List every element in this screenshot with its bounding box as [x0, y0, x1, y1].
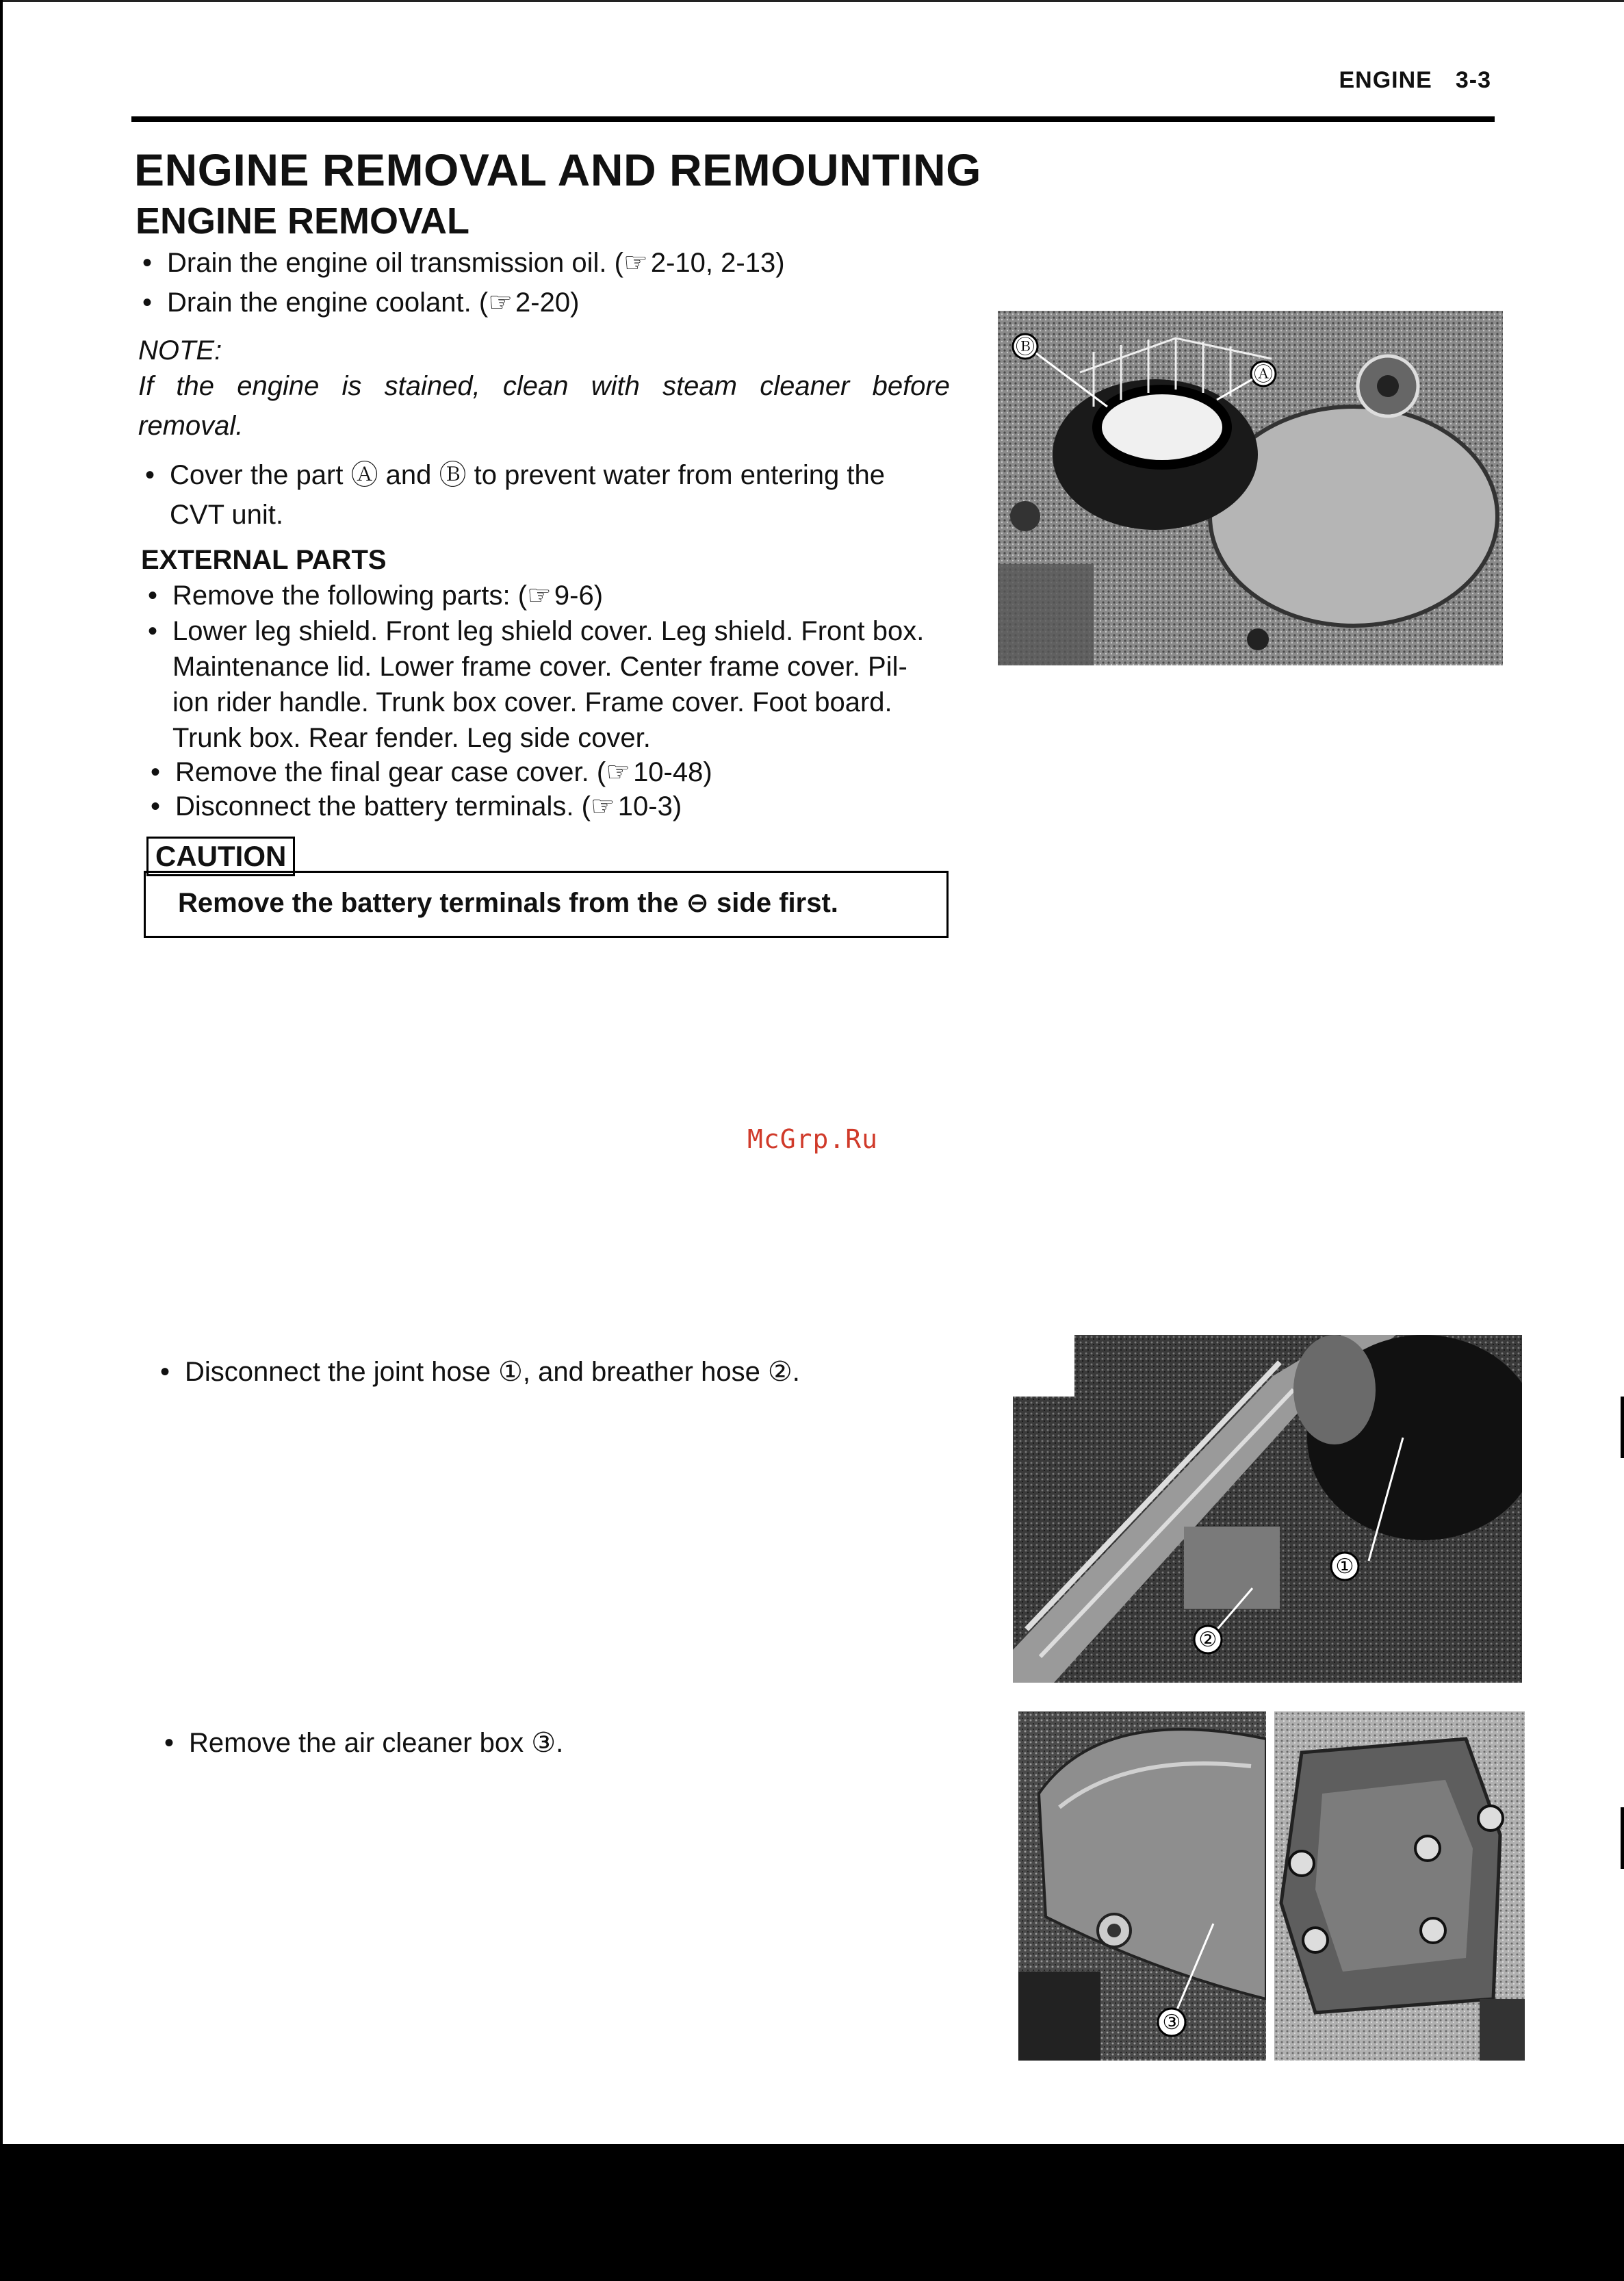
reference-icon: ☞ 10-48) [606, 756, 712, 789]
note-text: If the engine is stained, clean with steam cleaner before [138, 371, 950, 401]
removal-bullet-oil: • Drain the engine oil transmission oil. (☞ 2-10, 2-13) [167, 246, 785, 279]
watermark: McGrp.Ru [747, 1124, 879, 1154]
photo-label-3: ③ [1162, 2011, 1181, 2035]
reference-icon: ☞ 10-3) [591, 790, 682, 823]
caution-label: CAUTION [146, 837, 295, 876]
caution-text: Remove the battery terminals from the ⊖ side first. [178, 888, 838, 918]
scan-margin-mark-right-2 [1621, 1807, 1624, 1869]
photo-label-2: ② [1198, 1628, 1217, 1652]
cover-parts-bullet: • Cover the part Ⓐ and Ⓑ to prevent water from entering the [170, 459, 885, 492]
photo-label-a: Ⓐ [1253, 363, 1274, 385]
photo-air-cleaner-screws [1274, 1711, 1525, 2061]
note-text-continued: removal. [138, 411, 244, 441]
scan-top-edge [0, 0, 1624, 2]
external-bullet-final-gear: • Remove the final gear case cover. (☞ 10-48) [175, 756, 712, 789]
external-parts-list-2: Maintenance lid. Lower frame cover. Center frame cover. Pil- [172, 652, 907, 682]
photo-label-1: ① [1335, 1555, 1354, 1579]
running-header [1339, 67, 1492, 94]
step-disconnect-hoses: • Disconnect the joint hose ①, and breather hose ②. [185, 1355, 800, 1388]
scan-footer-band [0, 2144, 1624, 2281]
header-page-number: 3-3 [1455, 67, 1491, 93]
external-parts-heading: EXTERNAL PARTS [141, 545, 387, 575]
removal-bullet-coolant: • Drain the engine coolant. (☞ 2-20) [167, 286, 579, 319]
cover-parts-continued: CVT unit. [170, 500, 283, 530]
photo-joint-breather-hose [1013, 1335, 1522, 1683]
scan-margin-mark-right [1621, 1397, 1624, 1458]
note-heading: NOTE: [138, 335, 222, 366]
header-section: ENGINE [1339, 67, 1432, 93]
photo-label-b: Ⓑ [1015, 335, 1035, 358]
header-rule [131, 116, 1495, 122]
external-bullet-battery: • Disconnect the battery terminals. (☞ 10-3) [175, 790, 682, 823]
photo-engine-cvt-cover [998, 311, 1503, 665]
external-parts-list: • Lower leg shield. Front leg shield cover. Leg shield. Front box. [172, 615, 924, 648]
scan-margin-mark [0, 0, 3, 1061]
photo-air-cleaner-box [1018, 1711, 1266, 2061]
external-parts-list-4: Trunk box. Rear fender. Leg side cover. [172, 723, 651, 753]
reference-icon: ☞ 2-10, 2-13) [623, 246, 785, 279]
page-title: ENGINE REMOVAL AND REMOUNTING [134, 144, 981, 195]
external-bullet-remove: • Remove the following parts: (☞ 9-6) [172, 579, 603, 612]
step-remove-air-cleaner: • Remove the air cleaner box ③. [189, 1726, 563, 1759]
external-parts-list-3: ion rider handle. Trunk box cover. Frame cover. Foot board. [172, 687, 892, 717]
reference-icon: ☞ 2-20) [488, 286, 579, 319]
section-subtitle: ENGINE REMOVAL [136, 201, 470, 242]
reference-icon: ☞ 9-6) [527, 579, 603, 612]
